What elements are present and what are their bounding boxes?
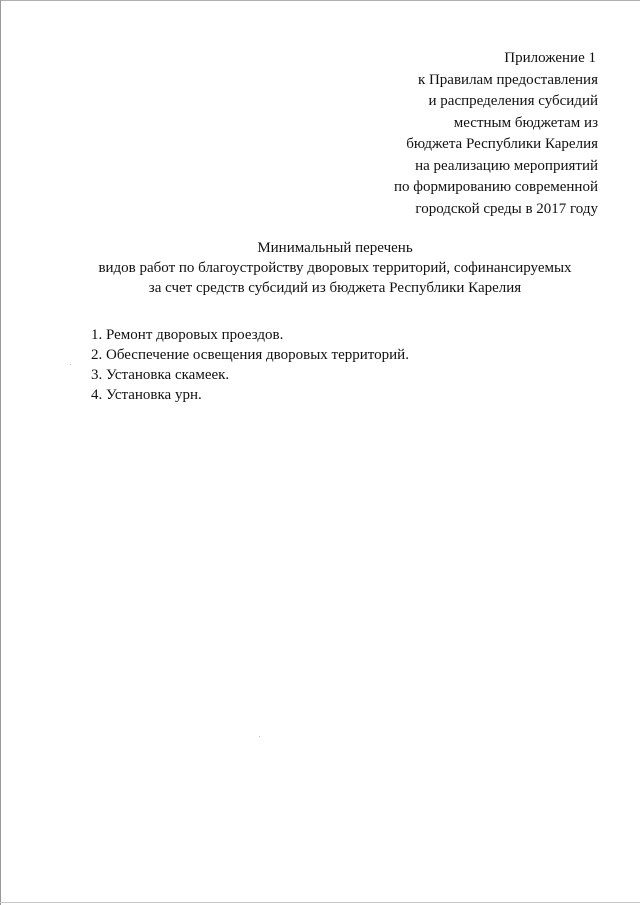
appendix-title: Приложение 1 [504,50,596,66]
list-item: 1. Ремонт дворовых проездов. [91,327,284,343]
list-item: 4. Установка урн. [91,387,202,403]
list-item: 3. Установка скамеек. [91,367,230,383]
page-left-edge [0,0,1,905]
page-bottom-edge [0,902,640,903]
scan-speck [259,736,260,737]
appendix-line: бюджета Республики Карелия [406,136,598,152]
appendix-block [338,48,598,220]
appendix-line: местным бюджетам из [453,114,598,131]
appendix-line: и распределения субсидий [428,93,598,109]
scan-speck [70,364,71,365]
appendix-line: на реализацию мероприятий [415,157,598,174]
appendix-line: к Правилам предоставления [417,71,598,88]
list-item: 2. Обеспечение освещения дворовых территорий. [91,347,409,363]
works-list [91,325,409,405]
appendix-line: городской среды в 2017 году [415,200,598,217]
page-top-edge [0,0,640,1]
heading-subtitle: видов работ по благоустройству дворовых территорий, софинансируемых [98,260,572,276]
heading-title: Минимальный перечень [257,240,413,256]
heading-subtitle-cont: за счет средств субсидий из бюджета Республики Карелия [148,280,522,296]
document-heading [40,238,630,298]
appendix-line: по формированию современной [394,179,598,195]
